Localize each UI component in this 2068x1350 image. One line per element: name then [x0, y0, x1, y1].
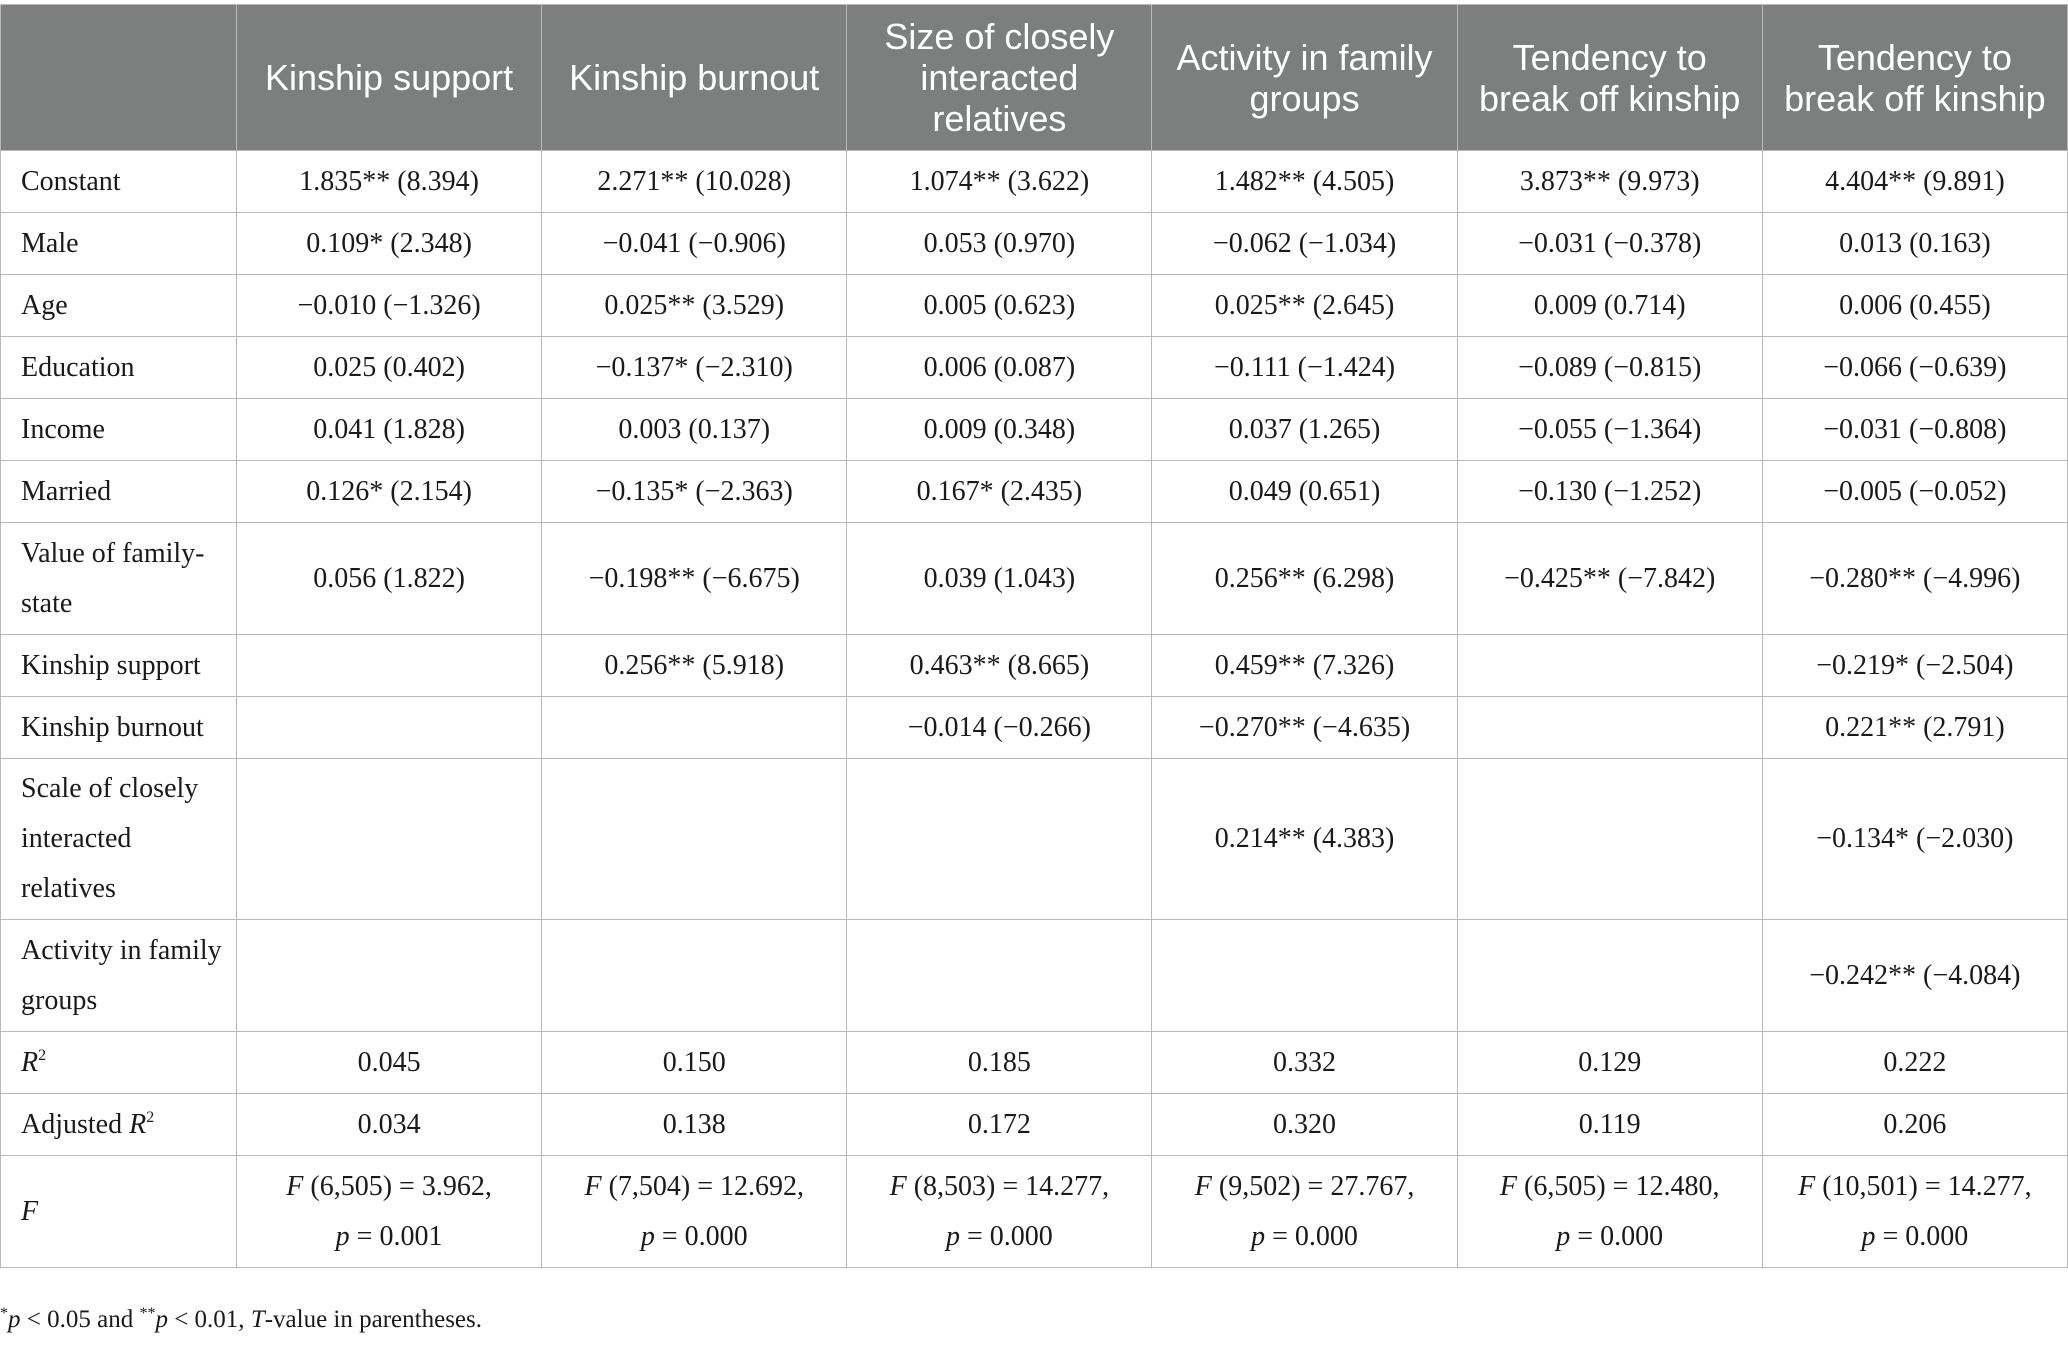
row-label: Education [1, 337, 237, 399]
f-cell: F (10,501) = 14.277, p = 0.000 [1762, 1156, 2067, 1268]
table-cell: 1.835** (8.394) [237, 151, 542, 213]
header-row [1, 5, 2068, 151]
table-row [1, 151, 2068, 213]
table-cell: 0.034 [237, 1094, 542, 1156]
table-cell: −0.219* (−2.504) [1762, 635, 2067, 697]
table-cell: 0.129 [1457, 1032, 1762, 1094]
table-row [1, 337, 2068, 399]
table-cell: −0.005 (−0.052) [1762, 461, 2067, 523]
table-cell [237, 759, 542, 920]
table-cell [847, 920, 1152, 1032]
table-row [1, 523, 2068, 635]
table-cell [542, 759, 847, 920]
f-cell: F (9,502) = 27.767, p = 0.000 [1152, 1156, 1457, 1268]
row-label: Kinship support [1, 635, 237, 697]
table-cell: 0.003 (0.137) [542, 399, 847, 461]
adjusted-r-squared-row [1, 1094, 2068, 1156]
header-corner [1, 5, 237, 151]
f-cell: F (7,504) = 12.692, p = 0.000 [542, 1156, 847, 1268]
table-cell: 4.404** (9.891) [1762, 151, 2067, 213]
table-row [1, 399, 2068, 461]
table-cell: −0.014 (−0.266) [847, 697, 1152, 759]
table-cell: 0.256** (6.298) [1152, 523, 1457, 635]
table-cell: −0.137* (−2.310) [542, 337, 847, 399]
table-cell: 0.185 [847, 1032, 1152, 1094]
table-cell: 0.332 [1152, 1032, 1457, 1094]
table-row [1, 920, 2068, 1032]
table-cell: 0.013 (0.163) [1762, 213, 2067, 275]
table-cell [1457, 759, 1762, 920]
table-cell: 0.206 [1762, 1094, 2067, 1156]
table-cell: 0.222 [1762, 1032, 2067, 1094]
table-cell: 0.126* (2.154) [237, 461, 542, 523]
column-header: Kinship support [237, 5, 542, 151]
table-cell: 0.119 [1457, 1094, 1762, 1156]
table-cell: 0.009 (0.348) [847, 399, 1152, 461]
table-cell: 0.006 (0.455) [1762, 275, 2067, 337]
table-cell [1152, 920, 1457, 1032]
table-cell [237, 635, 542, 697]
table-cell: 0.037 (1.265) [1152, 399, 1457, 461]
table-cell: 0.006 (0.087) [847, 337, 1152, 399]
table-cell: 3.873** (9.973) [1457, 151, 1762, 213]
table-cell: 0.172 [847, 1094, 1152, 1156]
table-cell [237, 697, 542, 759]
table-cell: 0.041 (1.828) [237, 399, 542, 461]
table-row [1, 461, 2068, 523]
table-cell: −0.280** (−4.996) [1762, 523, 2067, 635]
row-label-r-squared: $R^2$ [1, 1032, 237, 1094]
table-cell: 0.221** (2.791) [1762, 697, 2067, 759]
table-row [1, 213, 2068, 275]
table-row [1, 275, 2068, 337]
table-cell [1457, 920, 1762, 1032]
table-cell [542, 920, 847, 1032]
table-cell [237, 920, 542, 1032]
table-cell: 0.025** (2.645) [1152, 275, 1457, 337]
column-header: Kinship burnout [542, 5, 847, 151]
row-label: Married [1, 461, 237, 523]
table-cell: 1.074** (3.622) [847, 151, 1152, 213]
row-label: Value of family-state [1, 523, 237, 635]
table-cell: −0.425** (−7.842) [1457, 523, 1762, 635]
table-cell: 0.056 (1.822) [237, 523, 542, 635]
table-cell: −0.089 (−0.815) [1457, 337, 1762, 399]
table-row [1, 635, 2068, 697]
row-label: Scale of closely interacted relatives [1, 759, 237, 920]
row-label: Constant [1, 151, 237, 213]
table-cell: −0.130 (−1.252) [1457, 461, 1762, 523]
row-label: Male [1, 213, 237, 275]
column-header: Tendency to break off kinship [1762, 5, 2067, 151]
table-cell: 1.482** (4.505) [1152, 151, 1457, 213]
column-header: Size of closely interacted relatives [847, 5, 1152, 151]
table-cell: −0.198** (−6.675) [542, 523, 847, 635]
table-cell: −0.031 (−0.808) [1762, 399, 2067, 461]
table-cell: 0.049 (0.651) [1152, 461, 1457, 523]
table-cell: 0.150 [542, 1032, 847, 1094]
table-cell: 0.045 [237, 1032, 542, 1094]
f-cell: F (6,505) = 12.480, p = 0.000 [1457, 1156, 1762, 1268]
row-label: Income [1, 399, 237, 461]
table-cell: 2.271** (10.028) [542, 151, 847, 213]
table-cell: −0.135* (−2.363) [542, 461, 847, 523]
table-row [1, 697, 2068, 759]
table-cell: 0.025** (3.529) [542, 275, 847, 337]
f-statistic-row [1, 1156, 2068, 1268]
table-cell: 0.167* (2.435) [847, 461, 1152, 523]
table-cell: 0.025 (0.402) [237, 337, 542, 399]
table-cell: −0.134* (−2.030) [1762, 759, 2067, 920]
table-cell: 0.463** (8.665) [847, 635, 1152, 697]
f-cell: F (8,503) = 14.277, p = 0.000 [847, 1156, 1152, 1268]
table-cell [847, 759, 1152, 920]
table-cell: 0.459** (7.326) [1152, 635, 1457, 697]
table-cell [1457, 635, 1762, 697]
column-header: Activity in family groups [1152, 5, 1457, 151]
table-cell: −0.111 (−1.424) [1152, 337, 1457, 399]
table-cell: 0.009 (0.714) [1457, 275, 1762, 337]
row-label: Kinship burnout [1, 697, 237, 759]
table-cell: 0.256** (5.918) [542, 635, 847, 697]
row-label-adjusted-r-squared: Adjusted $R^2$ [1, 1094, 237, 1156]
table-cell: 0.320 [1152, 1094, 1457, 1156]
table-cell: 0.053 (0.970) [847, 213, 1152, 275]
table-cell: −0.010 (−1.326) [237, 275, 542, 337]
r-squared-row [1, 1032, 2068, 1094]
table-cell: −0.066 (−0.639) [1762, 337, 2067, 399]
column-header: Tendency to break off kinship [1457, 5, 1762, 151]
table-row [1, 759, 2068, 920]
row-label-f: F [1, 1156, 237, 1268]
table-cell: −0.031 (−0.378) [1457, 213, 1762, 275]
table-footnote: *p < 0.05 and **p < 0.01, T-value in parentheses. [0, 1305, 482, 1333]
table-cell: 0.109* (2.348) [237, 213, 542, 275]
table-cell: −0.242** (−4.084) [1762, 920, 2067, 1032]
table-cell [542, 697, 847, 759]
table-cell: 0.138 [542, 1094, 847, 1156]
table-cell [1457, 697, 1762, 759]
row-label: Age [1, 275, 237, 337]
regression-table [0, 4, 2068, 1268]
table-cell: 0.005 (0.623) [847, 275, 1152, 337]
table-cell: −0.062 (−1.034) [1152, 213, 1457, 275]
row-label: Activity in family groups [1, 920, 237, 1032]
table-cell: 0.214** (4.383) [1152, 759, 1457, 920]
table-cell: 0.039 (1.043) [847, 523, 1152, 635]
table-cell: −0.270** (−4.635) [1152, 697, 1457, 759]
table-cell: −0.055 (−1.364) [1457, 399, 1762, 461]
table-cell: −0.041 (−0.906) [542, 213, 847, 275]
f-cell: F (6,505) = 3.962, p = 0.001 [237, 1156, 542, 1268]
